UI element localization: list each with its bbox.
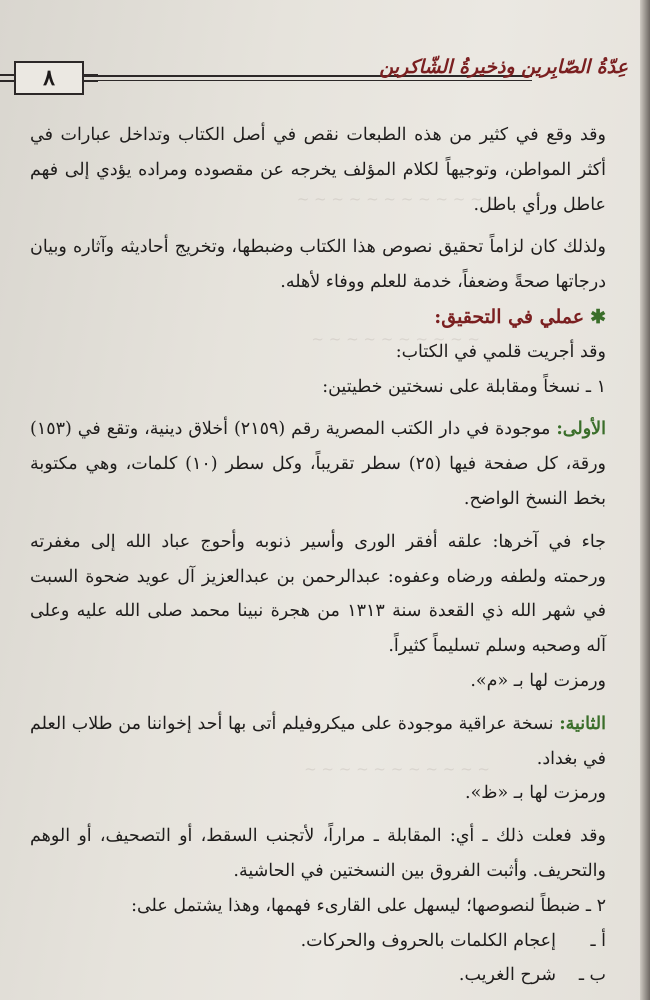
paragraph: جاء في آخرها: علقه أفقر الورى وأسير ذنوبه وأحوج عباد الله إلى مغفرته ورحمته ولطفه ورضاه وعفوه: عبدالرحمن بن عبدالعزيز آل عويد ضحوة السبت في شهر الله ذي القعدة سنة ١٣١٣ من هجرة نبينا محمد صلى الله عليه وعلى آله وصحبه وسلم تسليماً كثيراً. [30, 531, 606, 657]
manuscript-label: الأولى: [556, 419, 606, 440]
page-header [20, 58, 628, 94]
paragraph: وقد وقع في كثير من هذه الطبعات نقص في أصل الكتاب وتداخل عبارات في أكثر المواطن، وتوجيهاً لكلام المؤلف يخرجه عن مقصوده ومراده يؤدي إلى فهم عاطل ورأي باطل. [30, 125, 606, 215]
paragraph: وقد فعلت ذلك ـ أي: المقابلة ـ مراراً، لأتجنب السقط، أو التصحيف، أو الوهم والتحريف. وأثبت الفروق بين النسختين في الحاشية. [30, 826, 606, 881]
paragraph-text: نسخة عراقية موجودة على ميكروفيلم أتى بها أحد إخواننا من طلاب العلم في بغداد. [30, 713, 606, 769]
bleed-through-text: ~ ~ ~ ~ ~ ~ ~ ~ ~ ~ ~ [304, 760, 490, 778]
book-spine [640, 0, 650, 1000]
list-marker: أ ـ [590, 930, 606, 951]
list-item [30, 958, 606, 993]
paragraph: ١ ـ نسخاً ومقابلة على نسختين خطيتين: [322, 376, 606, 397]
paragraph [30, 707, 606, 777]
paragraph: ٢ ـ ضبطاً لنصوصها؛ ليسهل على القارىء فهمها، وهذا يشتمل على: [131, 895, 606, 916]
list-item [30, 924, 606, 959]
bleed-through-text: ~ ~ ~ ~ ~ ~ ~ ~ ~ ~ [311, 330, 480, 348]
paragraph: ورمزت لها بـ «م». [470, 670, 606, 691]
list-marker: ب ـ [578, 965, 606, 986]
manuscript-label: الثانية: [559, 713, 606, 734]
paragraph: ورمزت لها بـ «ظ». [465, 783, 606, 804]
header-rule [70, 80, 532, 81]
running-title: عِدّةُ الصّابِرين وذخيرةُ الشّاكرين [379, 56, 628, 78]
paragraph-text: موجودة في دار الكتب المصرية رقم (٢١٥٩) أخلاق دينية، وتقع في (١٥٣) ورقة، كل صفحة فيها (٢٥) سطر تقريباً، وكل سطر (١٠) كلمات، وهي مكتوبة بخط النسخ الواضح. [30, 419, 606, 509]
paragraph: ولذلك كان لزاماً تحقيق نصوص هذا الكتاب وضبطها، وتخريج أحاديثه وآثاره وبيان درجاتها صحةً وضعفاً، خدمة للعلم ووفاء لأهله. [30, 237, 606, 293]
page-number-box [14, 61, 84, 95]
star-icon: ✱ [590, 305, 606, 328]
paragraph [30, 412, 606, 516]
page-number: ٨ [43, 65, 55, 91]
body-text [30, 118, 606, 993]
bleed-through-text: ~ ~ ~ ~ ~ ~ ~ ~ ~ ~ ~ ~ [296, 190, 500, 208]
paragraph: وقد أجريت قلمي في الكتاب: [395, 341, 606, 362]
list-item-text: شرح الغريب. [458, 965, 556, 986]
section-heading [30, 300, 606, 335]
list-item-text: إعجام الكلمات بالحروف والحركات. [300, 930, 556, 951]
section-heading-text: عملي في التحقيق: [434, 305, 585, 328]
